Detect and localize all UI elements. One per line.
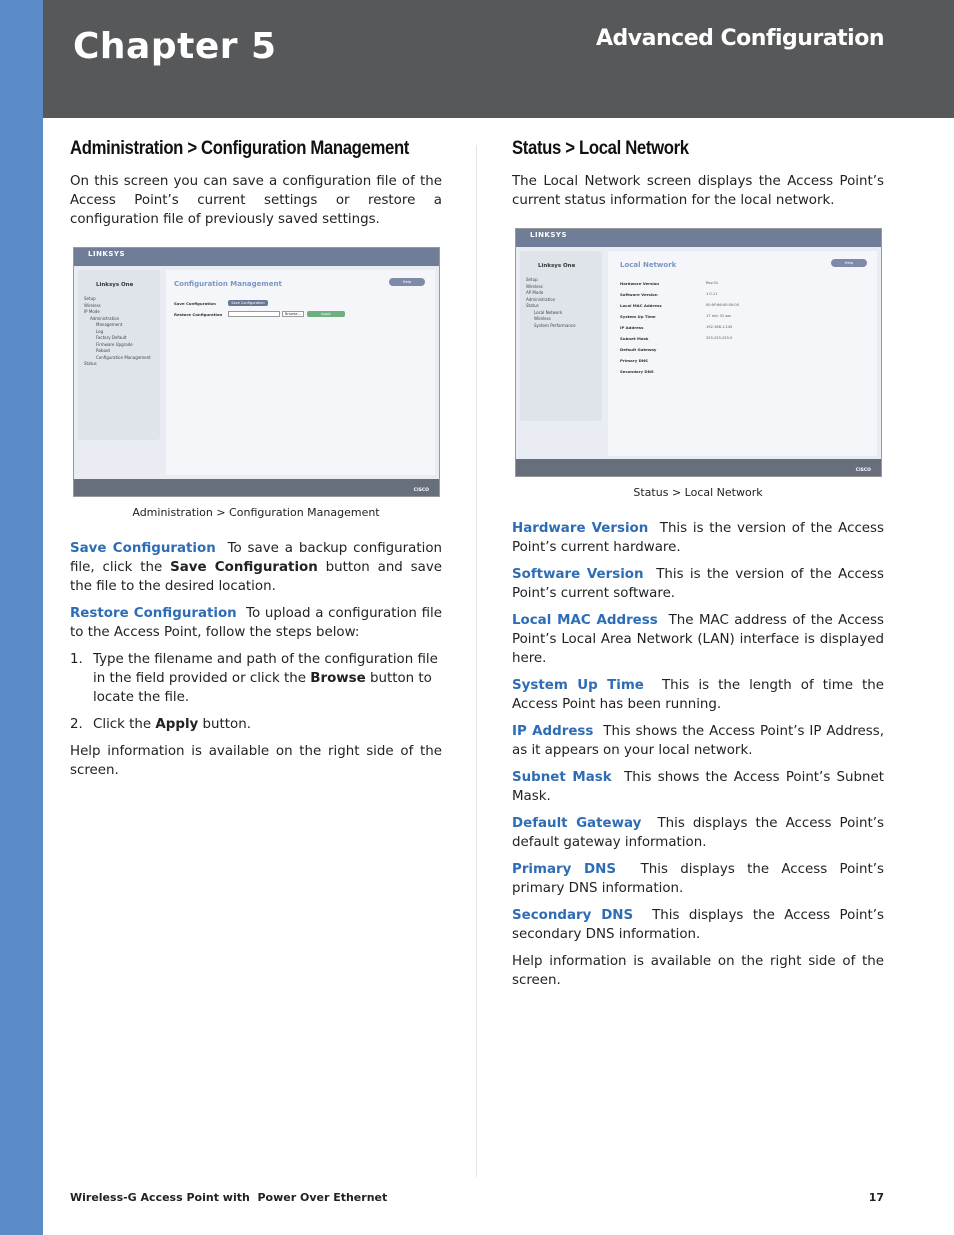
definition-text: This is the version of the Access Point’s current software.	[512, 567, 884, 601]
tree-item: Status	[526, 303, 539, 308]
sidebar-title: Linksys One	[96, 282, 134, 288]
screenshot-label: Secondary DNS	[620, 369, 654, 374]
restore-configuration-term: Restore Configuration	[70, 606, 237, 621]
column-divider	[476, 145, 477, 1177]
screenshot-topbar	[74, 248, 439, 266]
tree-item: Configuration Management	[96, 354, 151, 360]
definition-term: Software Version	[512, 567, 644, 582]
definition-paragraph	[512, 519, 884, 557]
left-column	[70, 138, 442, 788]
sidebar-tree	[84, 296, 151, 368]
left-heading: Administration > Configuration Management	[70, 138, 410, 159]
screenshot-help-button: Help	[831, 259, 867, 267]
screenshot-label: IP Address	[620, 325, 644, 330]
list-item	[70, 650, 442, 707]
bold-span: Save Configuration	[170, 560, 318, 575]
definition-paragraph	[512, 768, 884, 806]
right-intro: The Local Network screen displays the Access Point’s current status information for the local network.	[512, 174, 884, 208]
tree-item: Reboot	[96, 348, 111, 353]
chapter-title: Chapter 5	[73, 26, 277, 67]
text-span: Click the	[93, 717, 152, 732]
tree-item: IP Mode	[84, 309, 100, 314]
screenshot-label: Restore Configuration	[174, 312, 223, 317]
field-definitions	[512, 519, 884, 944]
screenshot-label: Default Gateway	[620, 347, 657, 352]
screenshot-value: 00:0F:66:00:00:00	[706, 303, 739, 307]
definition-text: This displays the Access Point’s primary DNS information.	[512, 862, 884, 896]
local-network-screenshot	[515, 228, 882, 477]
screenshot-value: 255.255.255.0	[706, 336, 733, 340]
chapter-header	[43, 0, 954, 118]
bold-span: Browse	[310, 671, 366, 686]
left-caption: Administration > Configuration Management	[132, 506, 380, 519]
tree-item: Wireless	[534, 316, 551, 321]
screenshot-label: Save Configuration	[174, 301, 216, 306]
screenshot-sidebar	[78, 270, 160, 440]
screenshot-help-button: Help	[389, 278, 425, 286]
linksys-logo: LINKSYS	[88, 250, 125, 258]
cisco-logo: CISCO	[855, 468, 871, 473]
text-span: To upload a configuration file to the Access Point, follow the steps below:	[70, 606, 442, 640]
linksys-logo: LINKSYS	[530, 231, 567, 239]
tree-item: Setup	[526, 277, 538, 282]
screenshot-bottom-bar	[74, 479, 439, 496]
screenshot-main	[608, 251, 877, 456]
screenshot-label: Primary DNS	[620, 358, 648, 363]
screenshot-apply-button: Apply	[307, 311, 345, 317]
bold-span: Apply	[155, 717, 199, 732]
screenshot-bottom-bar	[516, 459, 881, 476]
left-color-strip	[0, 0, 43, 1235]
definition-text: This displays the Access Point’s secondary DNS information.	[512, 908, 885, 942]
footer-product-name: Wireless-G Access Point with Power Over Ethernet	[70, 1191, 388, 1204]
list-item	[70, 715, 442, 734]
definition-text: This is the length of time the Access Point has been running.	[512, 678, 884, 712]
screenshot-label: Local MAC Address	[620, 303, 662, 308]
right-heading: Status > Local Network	[512, 138, 689, 159]
text-span: Type the filename and path of the configuration file in the field provided or click the	[93, 652, 438, 686]
screenshot-label: Hardware Version	[620, 281, 660, 286]
tree-item: System Performance	[534, 322, 576, 328]
tree-item: Management	[96, 322, 123, 327]
right-column	[512, 138, 884, 998]
definition-paragraph	[512, 722, 884, 760]
save-configuration-term: Save Configuration	[70, 541, 216, 556]
tree-item: Firmware Upgrade	[96, 341, 133, 347]
screenshot-value: 1.0.11	[706, 292, 718, 296]
right-caption: Status > Local Network	[633, 486, 763, 499]
definition-text: This shows the Access Point’s Subnet Mask.	[512, 770, 884, 804]
restore-configuration-paragraph	[70, 604, 442, 642]
tree-item: Log	[96, 328, 104, 334]
screenshot-value: 192.168.1.245	[706, 325, 733, 329]
screenshot-save-button: Save Configuration	[228, 300, 268, 306]
text-span: button.	[202, 717, 251, 732]
section-title: Advanced Configuration	[596, 26, 884, 51]
screenshot-value: Rev.01	[706, 281, 719, 285]
tree-item: AP Mode	[526, 290, 544, 295]
left-intro: On this screen you can save a configuration file of the Access Point’s current settings or restore a configuration file of previously saved settings.	[70, 174, 442, 227]
cisco-logo: CISCO	[413, 488, 429, 493]
tree-item: Administration	[526, 296, 556, 302]
screenshot-heading: Local Network	[620, 261, 677, 269]
definition-text: This is the version of the Access Point’s current hardware.	[512, 521, 885, 555]
tree-item: Setup	[84, 296, 96, 301]
screenshot-topbar	[516, 229, 881, 247]
definition-term: IP Address	[512, 724, 594, 739]
tree-item: Factory Default	[96, 335, 127, 340]
step-number: 1.	[70, 652, 83, 667]
definition-paragraph	[512, 611, 884, 668]
screenshot-heading: Configuration Management	[174, 280, 282, 288]
screenshot-main	[166, 270, 435, 475]
tree-item: Status	[84, 361, 97, 366]
tree-item: Wireless	[526, 283, 543, 289]
sidebar-tree	[526, 277, 576, 329]
definition-paragraph	[512, 906, 884, 944]
restore-steps-list	[70, 650, 442, 734]
definition-paragraph	[512, 676, 884, 714]
screenshot-file-field	[228, 311, 280, 317]
definition-term: Secondary DNS	[512, 908, 634, 923]
definition-term: System Up Time	[512, 678, 644, 693]
definition-term: Primary DNS	[512, 862, 616, 877]
tree-item: Wireless	[84, 302, 101, 308]
page-number: 17	[868, 1191, 884, 1204]
save-configuration-paragraph	[70, 539, 442, 596]
screenshot-sidebar	[520, 251, 602, 421]
screenshot-label: System Up Time	[620, 314, 656, 319]
screenshot-value: 17 min 31 sec	[706, 314, 732, 318]
definition-text: The MAC address of the Access Point’s Local Area Network (LAN) interface is displayed here.	[512, 613, 884, 666]
step-number: 2.	[70, 717, 83, 732]
tree-item: Local Network	[534, 309, 563, 315]
definition-paragraph	[512, 565, 884, 603]
screenshot-label: Subnet Mask	[620, 336, 649, 341]
config-management-screenshot	[73, 247, 440, 497]
definition-text: This shows the Access Point’s IP Address, as it appears on your local network.	[512, 724, 884, 758]
text-span: To save a backup configuration file, click the	[70, 541, 443, 575]
text-span: button to locate the file.	[93, 671, 432, 705]
definition-term: Hardware Version	[512, 521, 649, 536]
right-help-paragraph: Help information is available on the right side of the screen.	[512, 954, 884, 988]
screenshot-label: Software Version	[620, 292, 658, 297]
tree-item: Administration	[90, 315, 120, 321]
text-span: button and save the file to the desired location.	[70, 560, 442, 594]
left-help-paragraph: Help information is available on the right side of the screen.	[70, 744, 442, 778]
definition-text: This displays the Access Point’s default gateway information.	[512, 816, 884, 850]
sidebar-title: Linksys One	[538, 263, 576, 269]
definition-paragraph	[512, 814, 884, 852]
definition-paragraph	[512, 860, 884, 898]
definition-term: Subnet Mask	[512, 770, 612, 785]
definition-term: Default Gateway	[512, 816, 642, 831]
definition-term: Local MAC Address	[512, 613, 658, 628]
screenshot-browse-button: Browse...	[282, 311, 304, 317]
